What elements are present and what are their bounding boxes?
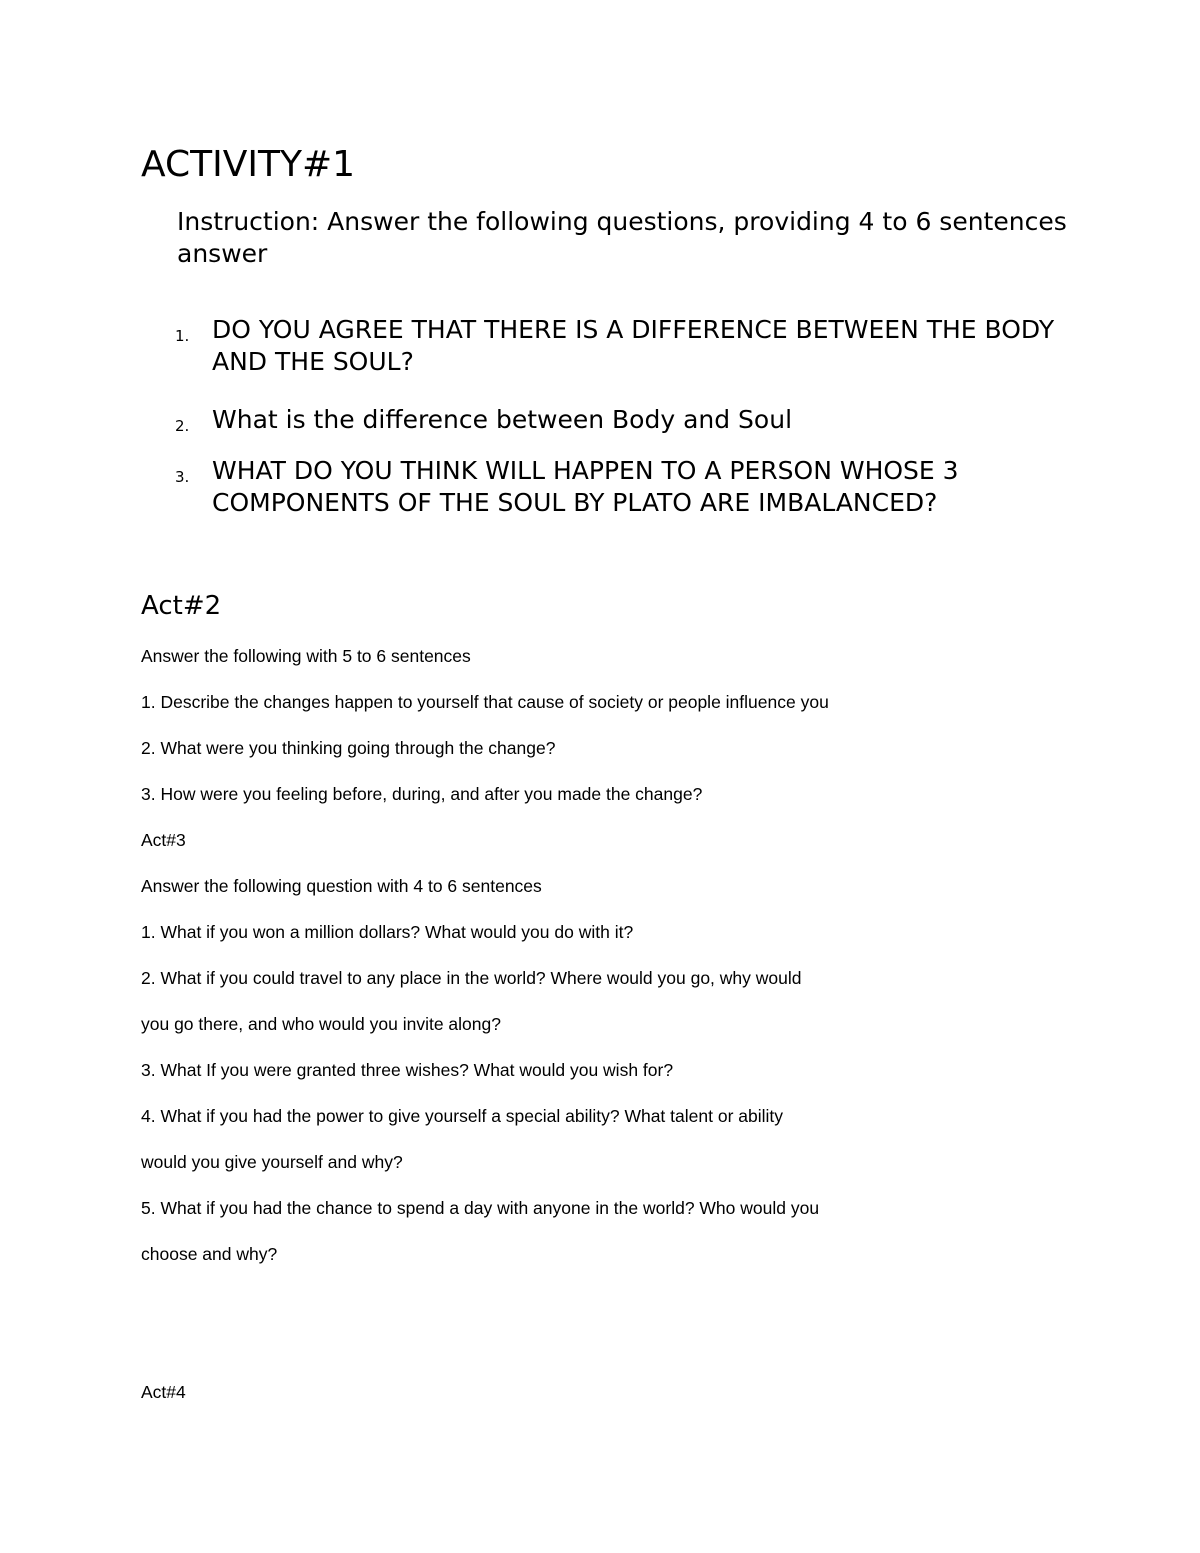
question-number: 1. (175, 327, 190, 345)
activity-3-line-2: 2. What if you could travel to any place in the world? Where would you go, why would (141, 968, 802, 988)
question-number: 3. (175, 468, 190, 486)
question-text: What is the difference between Body and Soul (212, 405, 793, 434)
activity-4-title: Act#4 (141, 1382, 186, 1402)
activity-2-instruction: Answer the following with 5 to 6 sentences (141, 646, 471, 666)
activity-3-line-1: 1. What if you won a million dollars? What would you do with it? (141, 922, 634, 942)
activity-1-instruction: Instruction: Answer the following questions, providing 4 to 6 sentences answer (177, 207, 1067, 268)
activity-2-question-1: 1. Describe the changes happen to yourself that cause of society or people influence you (141, 692, 829, 712)
activity-1-title: ACTIVITY#1 (141, 144, 356, 185)
question-text: DO YOU AGREE THAT THERE IS A DIFFERENCE BETWEEN THE BODY AND THE SOUL? (212, 315, 1055, 376)
activity-3-instruction: Answer the following question with 4 to 6 sentences (141, 876, 542, 896)
activity-3-line-5: 4. What if you had the power to give yourself a special ability? What talent or ability (141, 1106, 783, 1126)
activity-3-title: Act#3 (141, 830, 186, 850)
activity-2-title: Act#2 (141, 591, 222, 621)
activity-2-question-3: 3. How were you feeling before, during, and after you made the change? (141, 784, 703, 804)
activity-3-line-8: choose and why? (141, 1244, 278, 1264)
activity-2-question-2: 2. What were you thinking going through the change? (141, 738, 556, 758)
question-number: 2. (175, 417, 190, 435)
activity-3-line-3: you go there, and who would you invite along? (141, 1014, 501, 1034)
activity-3-line-6: would you give yourself and why? (141, 1152, 403, 1172)
activity-3-line-7: 5. What if you had the chance to spend a day with anyone in the world? Who would you (141, 1198, 820, 1218)
activity-3-line-4: 3. What If you were granted three wishes? What would you wish for? (141, 1060, 674, 1080)
question-text: WHAT DO YOU THINK WILL HAPPEN TO A PERSON WHOSE 3 COMPONENTS OF THE SOUL BY PLATO ARE IMBALANCED? (212, 456, 959, 517)
